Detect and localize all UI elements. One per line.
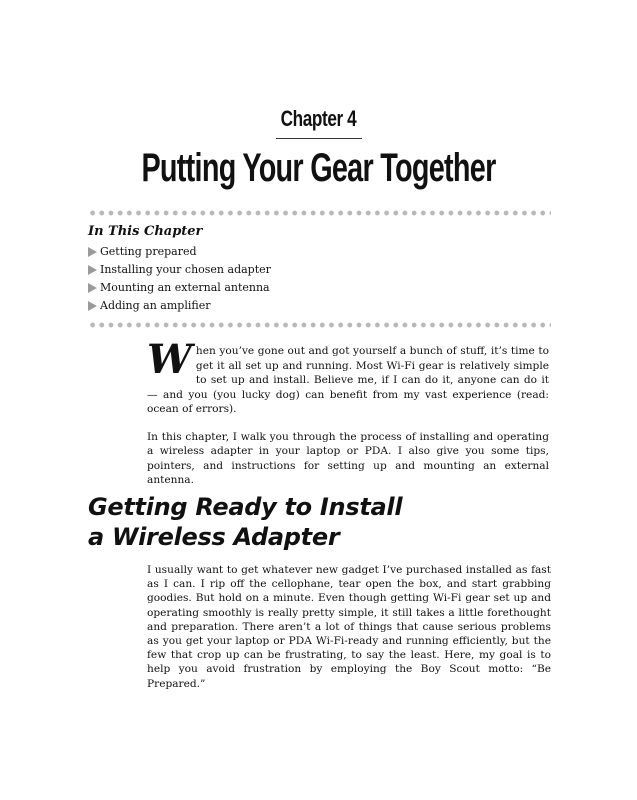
arrow-bullet-icon bbox=[88, 283, 97, 293]
intro-paragraph-1-text: hen you’ve gone out and got yourself a bunch of stuff, it’s time to get it all set up and running. Most Wi-Fi gear is relatively simple to set up and install. Believe me, if I can do it, anyone can do it — and you (you lucky dog) can benefit from my vast experience (read: ocean of errors). bbox=[147, 345, 549, 415]
topic-label: Adding an amplifier bbox=[100, 299, 211, 312]
dotted-divider-top bbox=[88, 210, 551, 216]
list-item bbox=[88, 243, 271, 261]
intro-paragraph-1 bbox=[147, 336, 549, 417]
chapter-intro bbox=[147, 336, 549, 501]
dotted-divider-bottom bbox=[88, 322, 551, 328]
list-item bbox=[88, 261, 271, 279]
section-heading-line-1: Getting Ready to Install bbox=[88, 493, 403, 521]
section-body-paragraph: I usually want to get whatever new gadget I’ve purchased installed as fast as I can. I rip off the cellophane, tear open the box, and start grabbing goodies. But hold on a minute. Even though getting Wi-Fi gear set up and operating smoothly is really pretty simple, it still takes a little forethought and preparation. There aren’t a lot of things that cause serious problems as you get your laptop or PDA Wi-Fi-ready and running efficiently, but the few that crop up can be frustrating, to say the least. Here, my goal is to help you avoid frustration by employing the Boy Scout motto: “Be Prepared.” bbox=[147, 564, 551, 690]
list-item bbox=[88, 297, 271, 315]
topic-label: Getting prepared bbox=[100, 245, 197, 258]
in-this-chapter-heading: In This Chapter bbox=[88, 224, 203, 239]
section-heading-line-2: a Wireless Adapter bbox=[88, 523, 340, 551]
section-heading bbox=[88, 492, 548, 552]
topic-label: Mounting an external antenna bbox=[100, 281, 270, 294]
arrow-bullet-icon bbox=[88, 301, 97, 311]
intro-paragraph-2: In this chapter, I walk you through the process of installing and operating a wireless adapter in your laptop or PDA. I also give you some tips, pointers, and instructions for setting up and mounting an external antenna. bbox=[147, 430, 549, 486]
chapter-number: Chapter 4 bbox=[280, 106, 357, 131]
arrow-bullet-icon bbox=[88, 265, 97, 275]
chapter-title: Putting Your Gear Together bbox=[141, 146, 496, 190]
chapter-topics-list bbox=[88, 243, 271, 315]
topic-label: Installing your chosen adapter bbox=[100, 263, 271, 276]
drop-cap: W bbox=[147, 336, 192, 383]
arrow-bullet-icon bbox=[88, 247, 97, 257]
list-item bbox=[88, 279, 271, 297]
chapter-underline bbox=[276, 138, 362, 139]
